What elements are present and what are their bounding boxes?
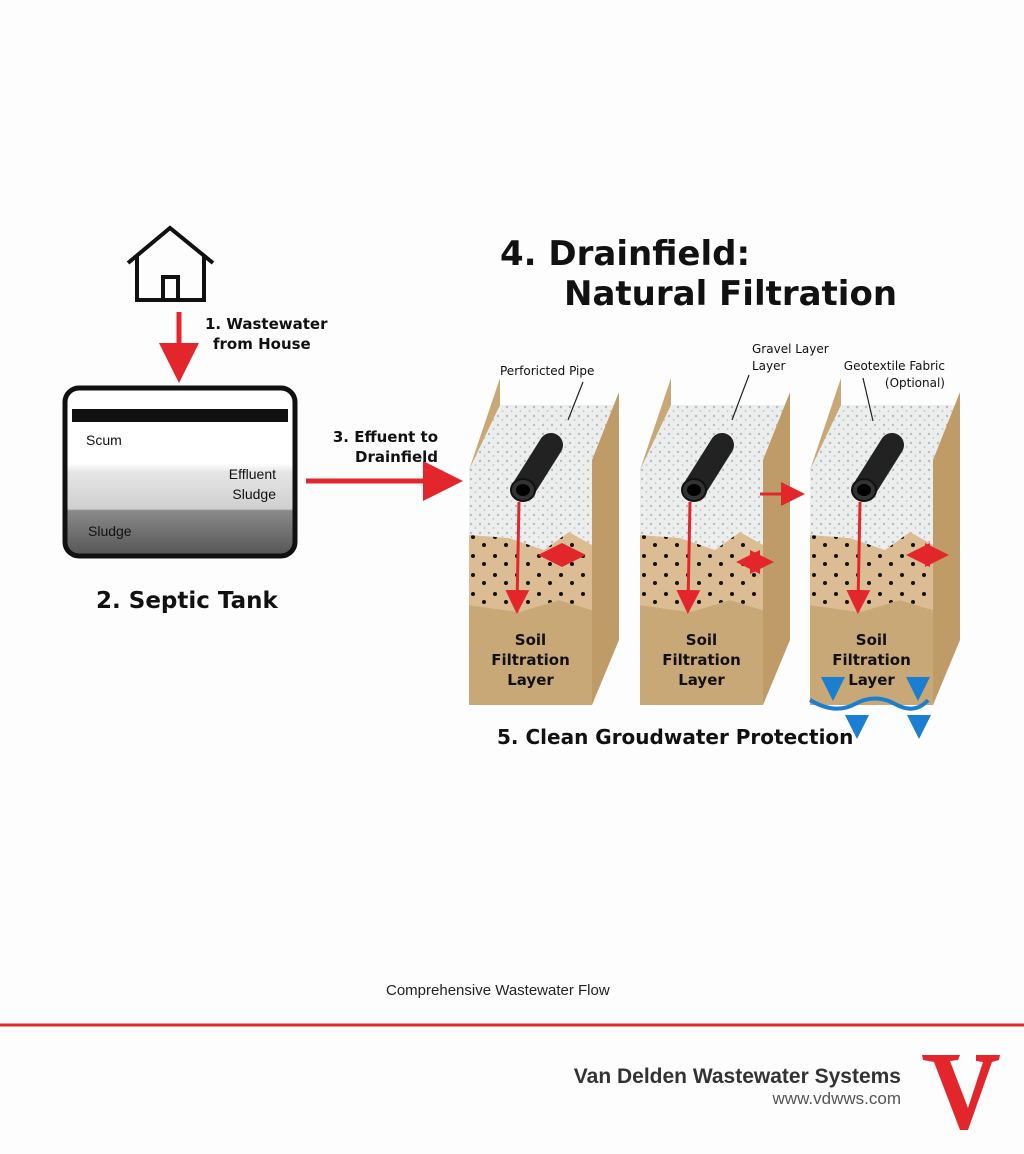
wastewater-label: 1. Wastewater from House [205,315,328,353]
soil-label-line: Soil [685,631,718,649]
caption: Comprehensive Wastewater Flow [386,982,610,999]
flow-arrow-down [858,502,860,605]
scum-label: Scum [86,432,122,448]
soil-label-line: Layer [848,671,895,689]
perforated-pipe-label: Perforicted Pipe [500,364,595,378]
groundwater-label: 5. Clean Groudwater Protection [497,725,854,749]
footer-brand [500,1065,901,1109]
flow-arrow-down [688,502,690,605]
soil-label-line: Filtration [662,651,741,669]
soil-label-line: Filtration [491,651,570,669]
flow-arrow-down [517,502,519,605]
effluent-label: 3. Effuent to Drainfield [332,428,438,466]
effluent-sludge-label: Effluent Sludge [228,466,276,502]
house-icon [128,228,213,300]
sludge-label: Sludge [88,523,132,539]
company-url[interactable]: www.vdwws.com [772,1089,901,1108]
soil-filtration-label [469,630,592,690]
soil-label-line: Layer [678,671,725,689]
soil-label-line: Soil [855,631,888,649]
company-name: Van Delden Wastewater Systems [573,1065,901,1088]
soil-label-line: Filtration [832,651,911,669]
soil-filtration-label [810,630,933,690]
soil-filtration-label [640,630,763,690]
geotextile-label: Geotextile Fabric (Optional) [843,359,945,390]
soil-label-line: Soil [514,631,547,649]
drainfield-title: 4. Drainfield: Natural Filtration [500,234,898,314]
septic-tank-title: 2. Septic Tank [96,588,278,614]
company-logo [922,1055,1000,1130]
gravel-layer-label: Gravel Layer Layer [752,342,829,373]
soil-label-line: Layer [507,671,554,689]
